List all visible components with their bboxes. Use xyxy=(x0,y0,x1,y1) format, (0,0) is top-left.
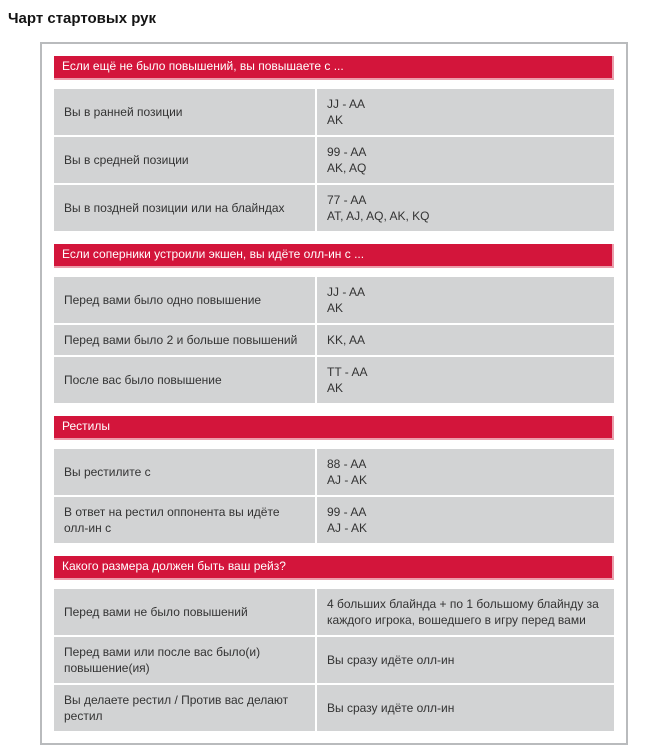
row-label: Перед вами не было повышений xyxy=(54,589,317,635)
row-label: Перед вами или после вас было(и) повышение(ия) xyxy=(54,637,317,683)
chart-section xyxy=(54,556,614,731)
section-header: Какого размера должен быть ваш рейз? xyxy=(54,556,614,580)
row-label: Вы делаете рестил / Против вас делают рестил xyxy=(54,685,317,731)
hand-range-line: AK xyxy=(327,381,344,395)
hand-range-line: Вы сразу идёте олл-ин xyxy=(327,701,455,715)
hand-range-line: AK, AQ xyxy=(327,161,367,175)
section-rows xyxy=(54,589,614,731)
table-row xyxy=(54,89,614,135)
row-label: Перед вами было одно повышение xyxy=(54,277,317,323)
table-row xyxy=(54,277,614,323)
section-rows xyxy=(54,89,614,231)
row-label: Вы в средней позиции xyxy=(54,137,317,183)
row-label: В ответ на рестил оппонента вы идёте олл-ин с xyxy=(54,497,317,543)
section-header: Если соперники устроили экшен, вы идёте олл-ин с ... xyxy=(54,244,614,268)
hand-range-line: TT - AA xyxy=(327,365,368,379)
row-value xyxy=(317,589,614,635)
table-row xyxy=(54,685,614,731)
table-row xyxy=(54,589,614,635)
chart-section xyxy=(54,56,614,231)
hand-range-line: 77 - AA xyxy=(327,193,367,207)
row-value xyxy=(317,185,614,231)
hand-range-line: AK xyxy=(327,113,344,127)
hand-range-line: AT, AJ, AQ, AK, KQ xyxy=(327,209,430,223)
row-label: Вы в поздней позиции или на блайндах xyxy=(54,185,317,231)
hand-range-line: KK, AA xyxy=(327,333,366,347)
hand-range-line: 99 - AA xyxy=(327,505,367,519)
row-label: После вас было повышение xyxy=(54,357,317,403)
hand-range-line: 4 больших блайнда + по 1 большому блайнду за каждого игрока, вошедшего в игру перед вами xyxy=(327,597,599,627)
hand-range-line: JJ - AA xyxy=(327,285,366,299)
row-value xyxy=(317,89,614,135)
row-label: Вы рестилите с xyxy=(54,449,317,495)
row-value xyxy=(317,637,614,683)
row-value xyxy=(317,497,614,543)
row-value xyxy=(317,137,614,183)
chart-section xyxy=(54,416,614,543)
table-row xyxy=(54,497,614,543)
section-header: Рестилы xyxy=(54,416,614,440)
hand-range-line: AJ - AK xyxy=(327,521,368,535)
chart-section xyxy=(54,244,614,403)
table-row xyxy=(54,637,614,683)
section-header: Если ещё не было повышений, вы повышаете с ... xyxy=(54,56,614,80)
hand-range-line: 99 - AA xyxy=(327,145,367,159)
table-row xyxy=(54,185,614,231)
hand-range-line: AK xyxy=(327,301,344,315)
section-rows xyxy=(54,277,614,403)
table-row xyxy=(54,449,614,495)
row-value xyxy=(317,277,614,323)
row-value xyxy=(317,357,614,403)
table-row xyxy=(54,357,614,403)
table-row xyxy=(54,137,614,183)
hand-range-line: JJ - AA xyxy=(327,97,366,111)
hand-range-line: 88 - AA xyxy=(327,457,367,471)
row-value xyxy=(317,325,614,355)
row-label: Перед вами было 2 и больше повышений xyxy=(54,325,317,355)
starting-hands-chart xyxy=(40,42,628,745)
row-label: Вы в ранней позиции xyxy=(54,89,317,135)
table-row xyxy=(54,325,614,355)
hand-range-line: AJ - AK xyxy=(327,473,368,487)
hand-range-line: Вы сразу идёте олл-ин xyxy=(327,653,455,667)
row-value xyxy=(317,685,614,731)
section-rows xyxy=(54,449,614,543)
page-title: Чарт стартовых рук xyxy=(8,10,157,27)
row-value xyxy=(317,449,614,495)
